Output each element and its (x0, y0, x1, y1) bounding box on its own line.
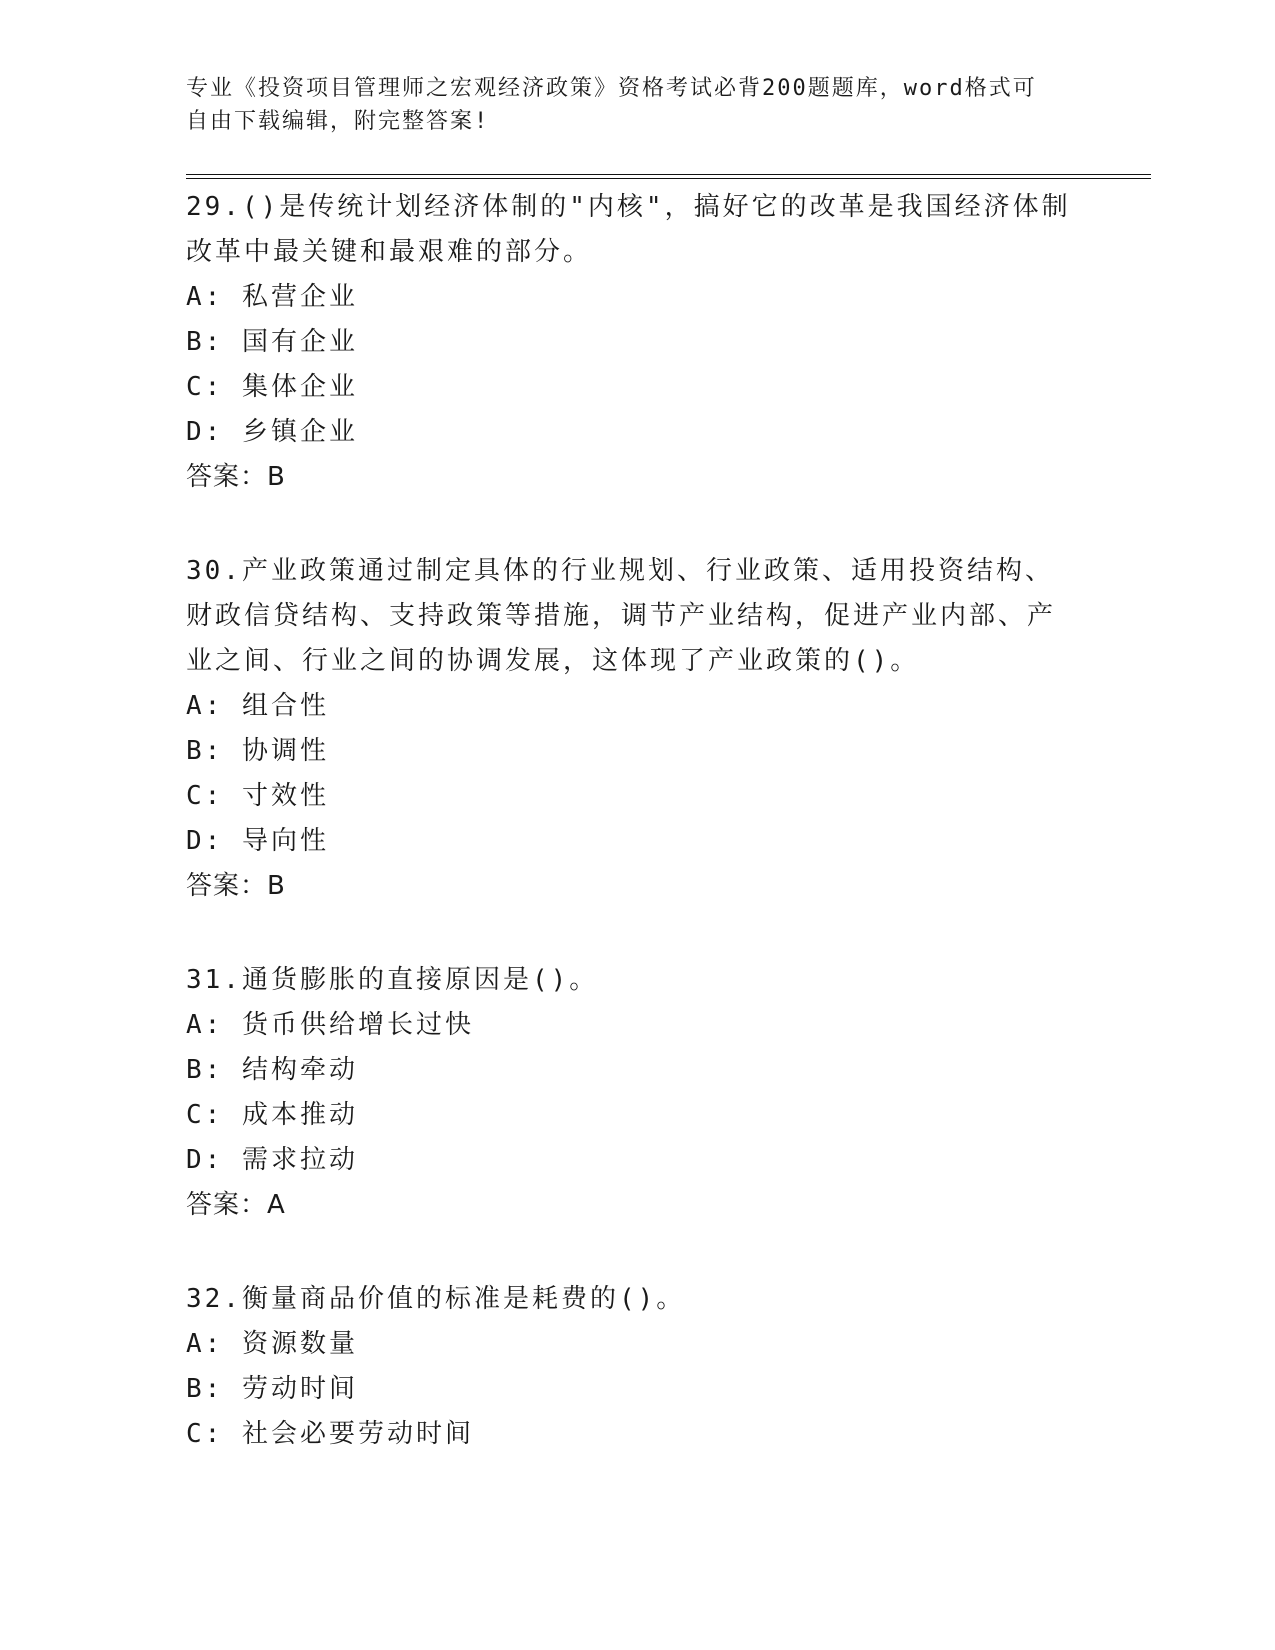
option-c: C: 寸效性 (186, 781, 329, 811)
answer: 答案：B (186, 462, 286, 492)
document-intro: 专业《投资项目管理师之宏观经济政策》资格考试必背200题题库，word格式可自由下载编辑，附完整答案! (186, 76, 1037, 134)
answer: 答案：A (186, 1190, 286, 1220)
option-b: B: 结构牵动 (186, 1055, 358, 1085)
question-text: 32.衡量商品价值的标准是耗费的()。 (186, 1284, 686, 1314)
header-divider (186, 174, 1151, 179)
document-page (186, 72, 1086, 1457)
question-text: 29.()是传统计划经济体制的"内核"，搞好它的改革是我国经济体制改革中最关键和最艰难的部分。 (186, 192, 1071, 267)
question-text: 31.通货膨胀的直接原因是()。 (186, 965, 599, 995)
option-a: A: 组合性 (186, 691, 329, 721)
option-c: C: 社会必要劳动时间 (186, 1419, 474, 1449)
answer: 答案：B (186, 871, 286, 901)
option-c: C: 集体企业 (186, 372, 358, 402)
option-b: B: 劳动时间 (186, 1374, 358, 1404)
question-31 (186, 958, 1086, 1228)
option-a: A: 资源数量 (186, 1329, 358, 1359)
option-d: D: 需求拉动 (186, 1145, 358, 1175)
option-a: A: 私营企业 (186, 282, 358, 312)
question-text: 30.产业政策通过制定具体的行业规划、行业政策、适用投资结构、财政信贷结构、支持政策等措施，调节产业结构，促进产业内部、产业之间、行业之间的协调发展，这体现了产业政策的()。 (186, 556, 1057, 676)
question-30 (186, 549, 1086, 909)
option-d: D: 导向性 (186, 826, 329, 856)
option-d: D: 乡镇企业 (186, 417, 358, 447)
option-b: B: 协调性 (186, 736, 329, 766)
question-32 (186, 1277, 1086, 1457)
option-a: A: 货币供给增长过快 (186, 1010, 474, 1040)
option-c: C: 成本推动 (186, 1100, 358, 1130)
option-b: B: 国有企业 (186, 327, 358, 357)
question-29 (186, 185, 1086, 500)
